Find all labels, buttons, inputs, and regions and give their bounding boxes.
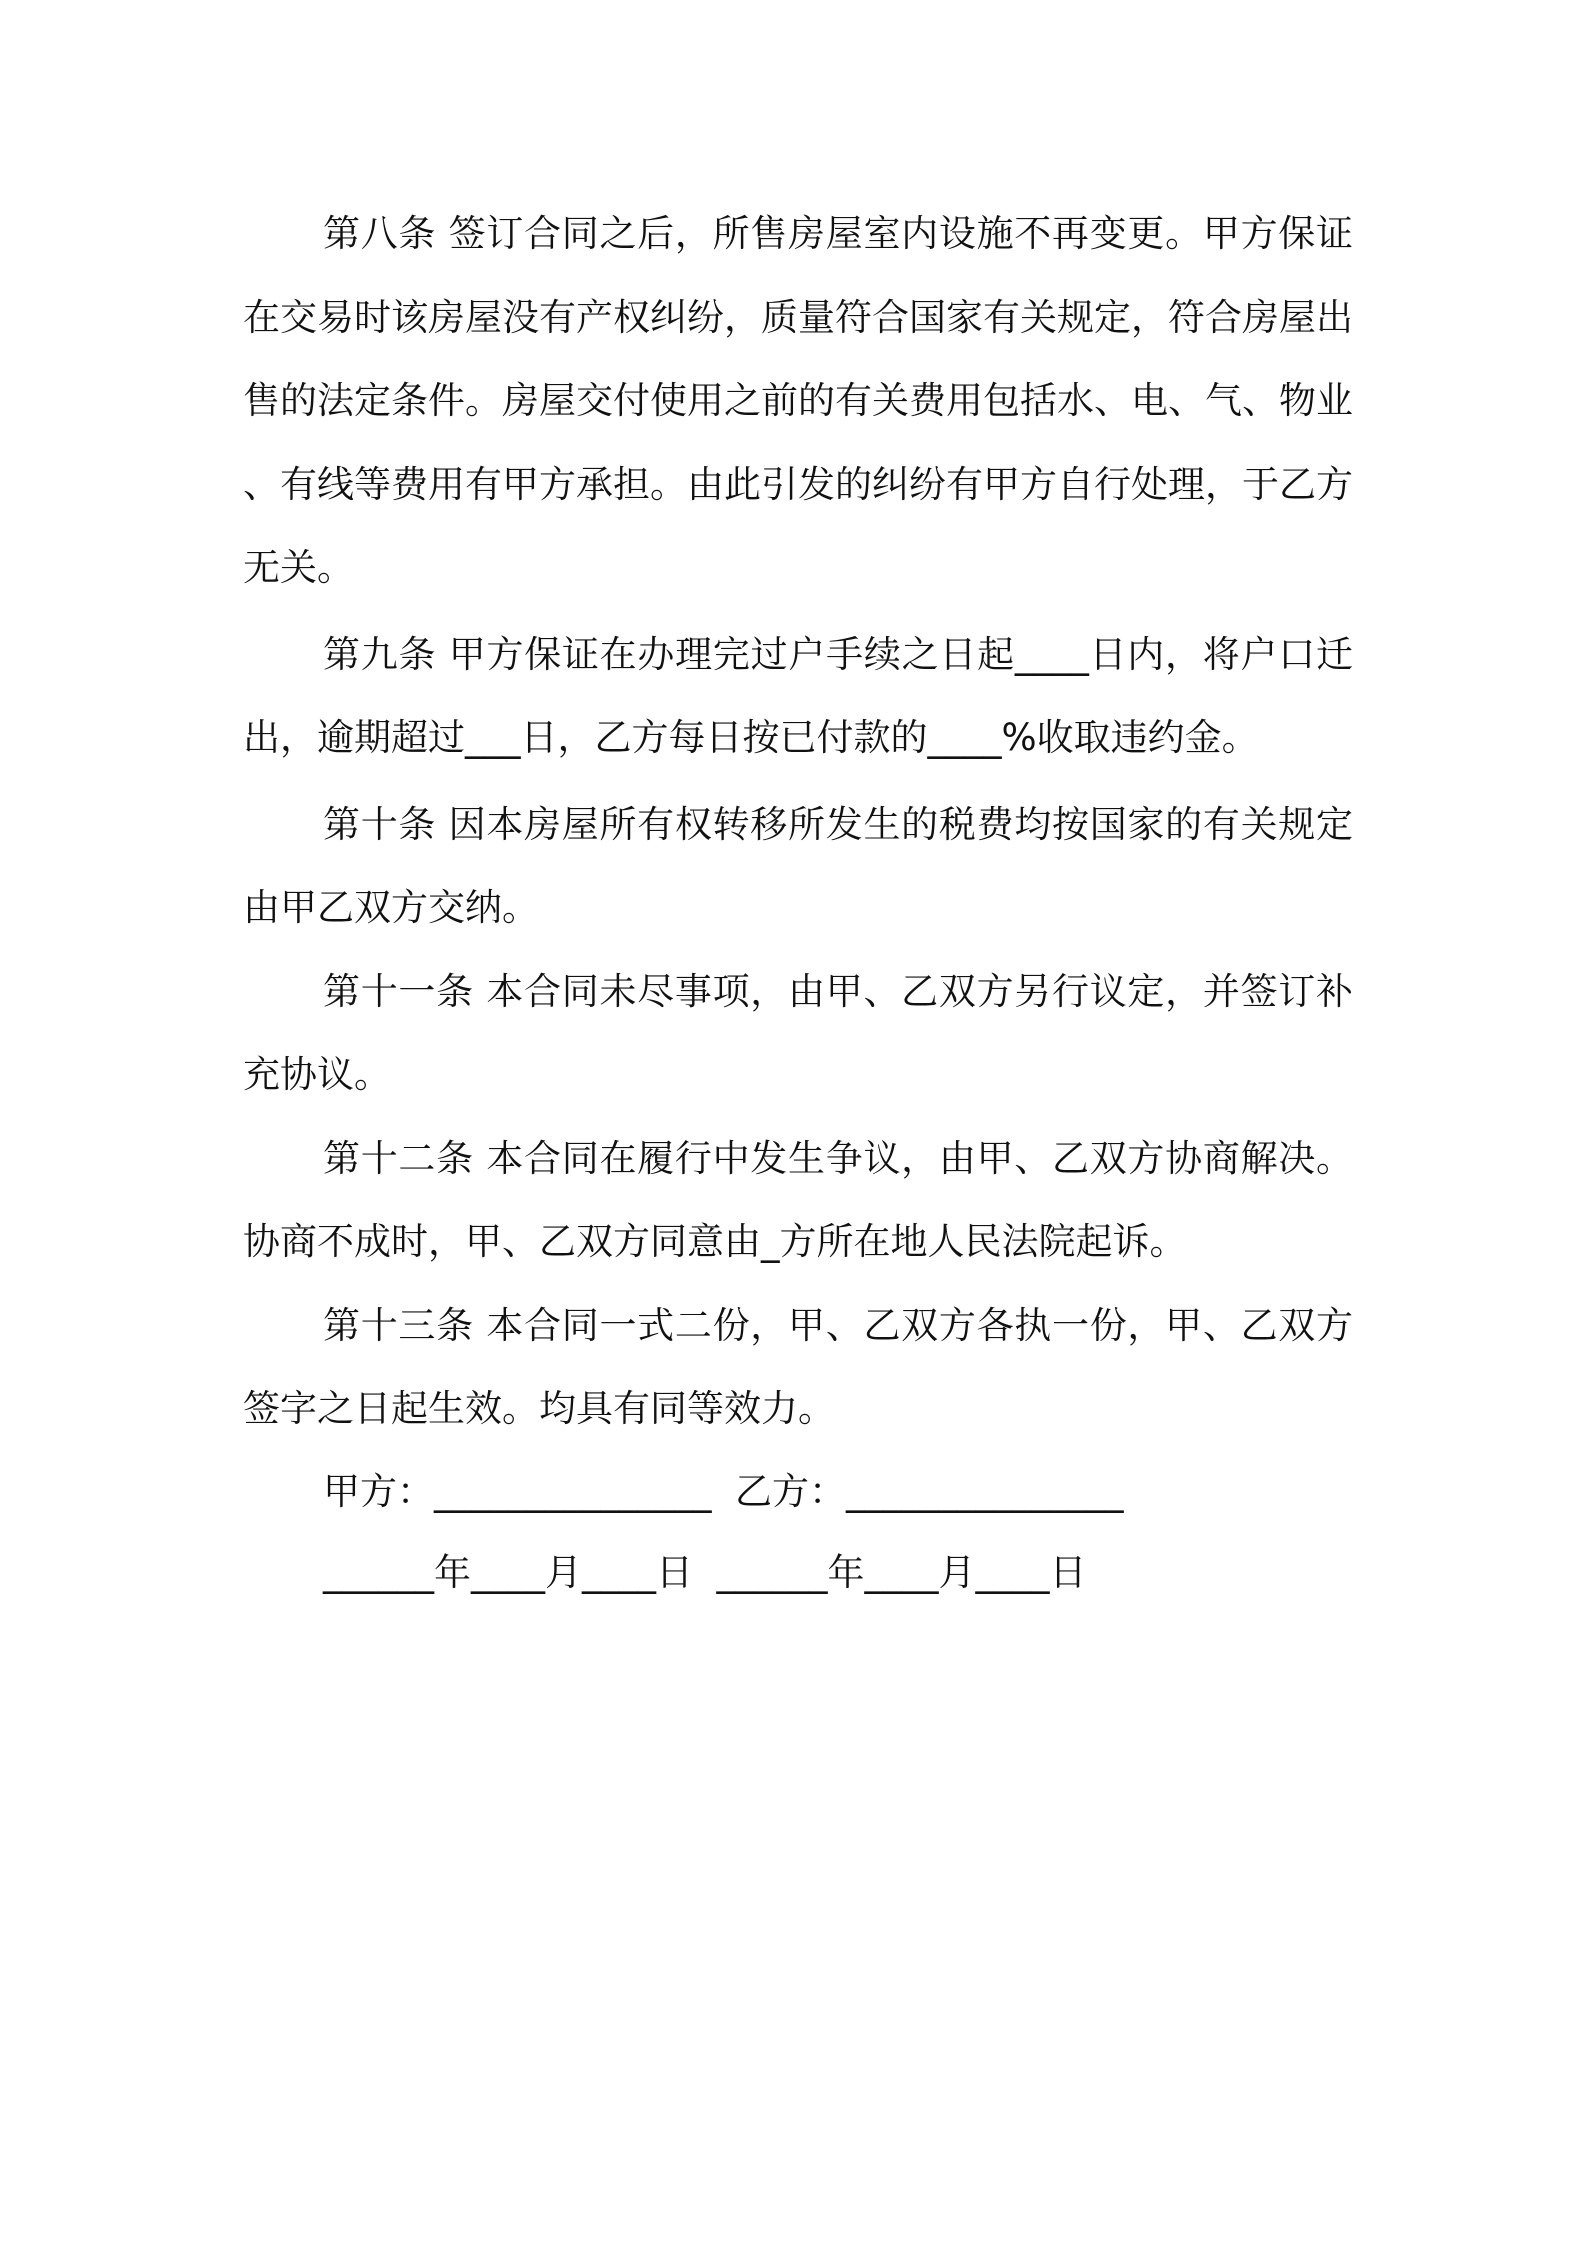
article-11: 第十一条 本合同未尽事项，由甲、乙双方另行议定，并签订补充协议。	[243, 969, 1353, 1096]
article-10: 第十条 因本房屋所有权转移所发生的税费均按国家的有关规定由甲乙双方交纳。	[243, 802, 1353, 929]
signature-dates-line: ______年____月____日 ______年____月____日	[323, 1550, 1087, 1594]
signature-block	[243, 1451, 1353, 1613]
signature-parties-line: 甲方：_______________ 乙方：_______________	[323, 1469, 1124, 1513]
article-12: 第十二条 本合同在履行中发生争议，由甲、乙双方协商解决。协商不成时，甲、乙双方同意由_方所在地人民法院起诉。	[243, 1136, 1353, 1263]
article-13: 第十三条 本合同一式二份，甲、乙双方各执一份，甲、乙双方签字之日起生效。均具有同等效力。	[243, 1303, 1353, 1430]
article-9: 第九条 甲方保证在办理完过户手续之日起____日内，将户口迁出，逾期超过___日，乙方每日按已付款的____%收取违约金。	[243, 632, 1353, 759]
article-8: 第八条 签订合同之后，所售房屋室内设施不再变更。甲方保证在交易时该房屋没有产权纠纷，质量符合国家有关规定，符合房屋出售的法定条件。房屋交付使用之前的有关费用包括水、电、气、物业、有线等费用有甲方承担。由此引发的纠纷有甲方自行处理，于乙方无关。	[243, 212, 1353, 589]
contract-body	[243, 192, 1353, 1613]
